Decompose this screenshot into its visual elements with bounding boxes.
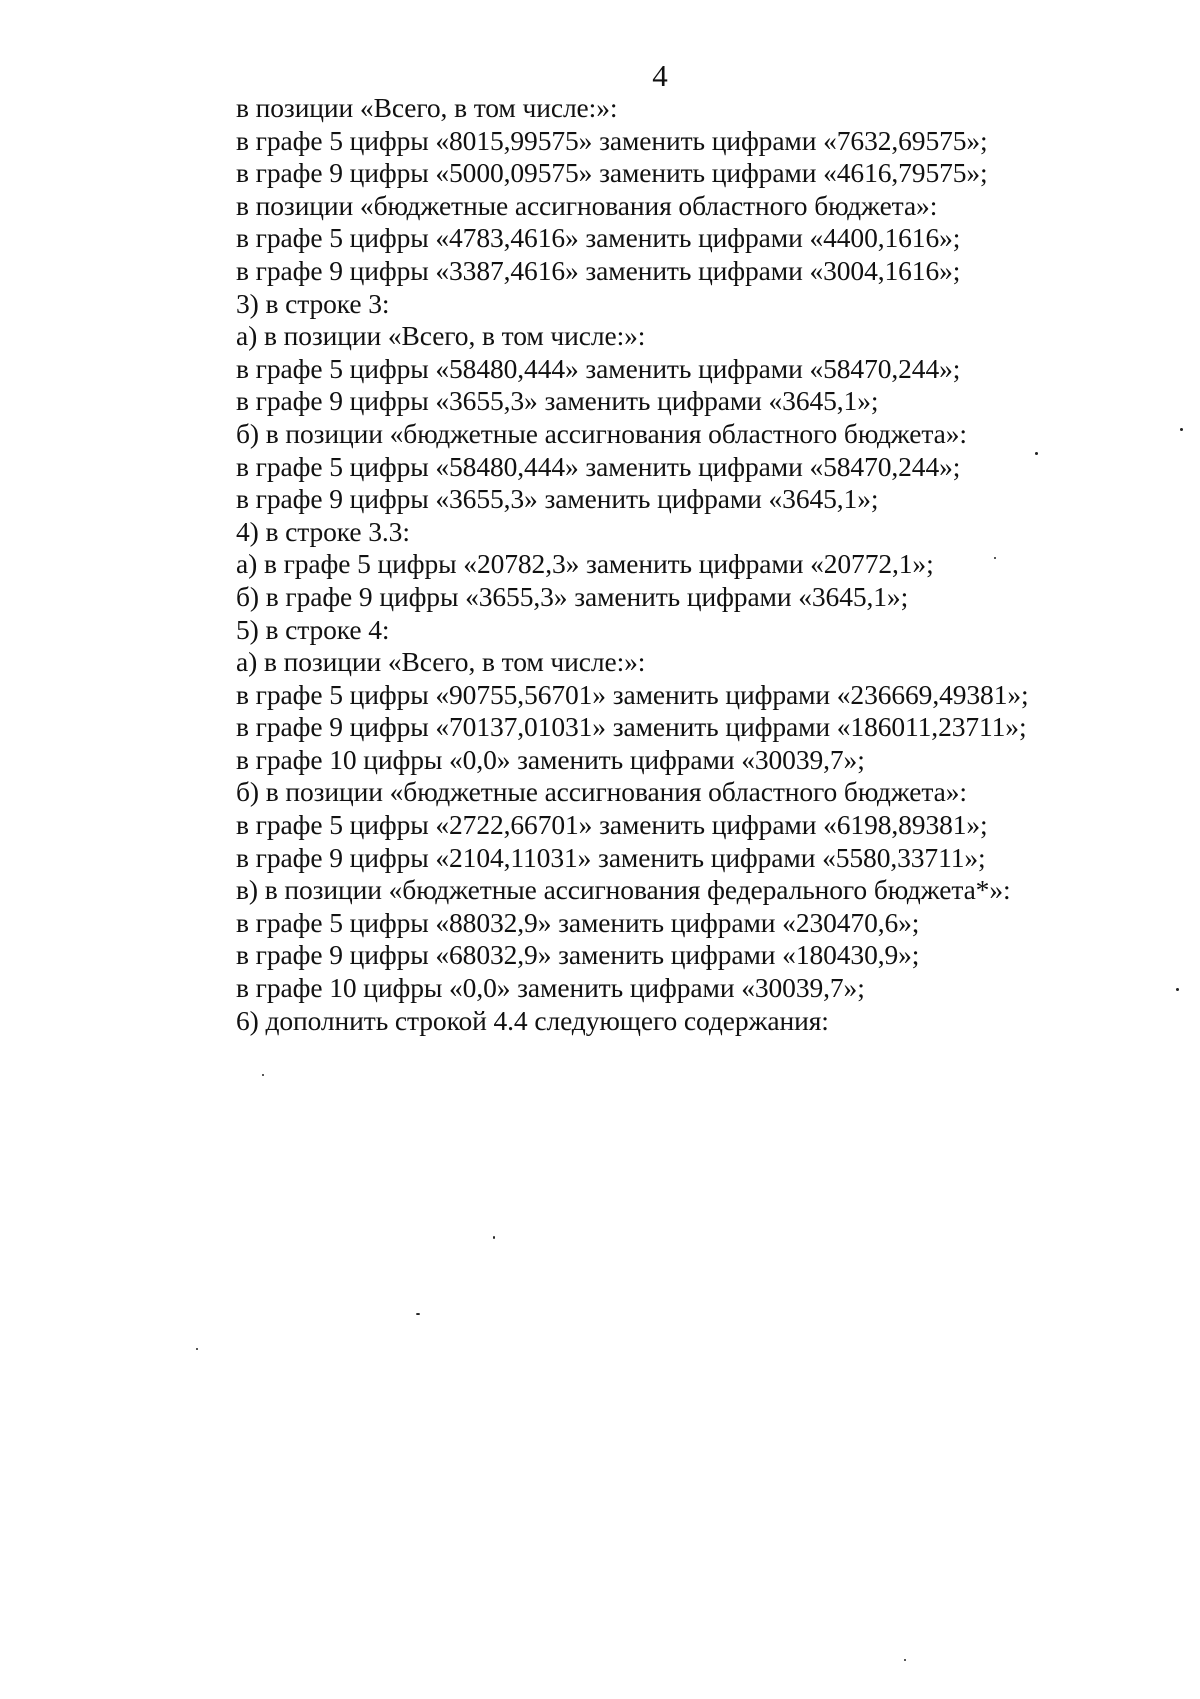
text-line: в графе 5 цифры «58480,444» заменить цифрами «58470,244»; [236, 352, 961, 384]
page-number: 4 [652, 58, 668, 93]
scan-speck [994, 557, 996, 559]
text-line: в графе 5 цифры «58480,444» заменить цифрами «58470,244»; [236, 450, 961, 482]
text-line: в графе 9 цифры «5000,09575» заменить цифрами «4616,79575»; [236, 157, 988, 189]
text-line: в графе 5 цифры «2722,66701» заменить цифрами «6198,89381»; [236, 809, 988, 841]
text-line: а) в графе 5 цифры «20782,3» заменить цифрами «20772,1»; [236, 548, 934, 580]
text-line: 3) в строке 3: [236, 287, 390, 319]
scan-speck [1180, 428, 1183, 431]
text-line: б) в графе 9 цифры «3655,3» заменить цифрами «3645,1»; [236, 580, 909, 612]
text-line: в графе 5 цифры «4783,4616» заменить цифрами «4400,1616»; [236, 222, 961, 254]
scan-speck [904, 1659, 906, 1661]
text-line: в графе 5 цифры «8015,99575» заменить цифрами «7632,69575»; [236, 124, 988, 156]
text-line: в графе 9 цифры «3655,3» заменить цифрами «3645,1»; [236, 483, 879, 515]
text-line: в графе 5 цифры «90755,56701» заменить цифрами «236669,49381»; [236, 678, 1029, 710]
scan-speck [196, 1348, 198, 1350]
text-line: в графе 9 цифры «68032,9» заменить цифрами «180430,9»; [236, 939, 920, 971]
text-line: в графе 9 цифры «3387,4616» заменить цифрами «3004,1616»; [236, 254, 961, 286]
scan-speck [416, 1313, 420, 1315]
text-line: в графе 10 цифры «0,0» заменить цифрами «30039,7»; [236, 972, 865, 1004]
text-line: б) в позиции «бюджетные ассигнования областного бюджета»: [236, 776, 967, 808]
scan-speck [1035, 452, 1038, 455]
text-line: в графе 9 цифры «3655,3» заменить цифрами «3645,1»; [236, 385, 879, 417]
text-line: 5) в строке 4: [236, 613, 390, 645]
scan-speck [1176, 988, 1179, 991]
text-line: в графе 5 цифры «88032,9» заменить цифрами «230470,6»; [236, 906, 920, 938]
text-line: в графе 9 цифры «70137,01031» заменить цифрами «186011,23711»; [236, 711, 1027, 743]
text-line: в графе 9 цифры «2104,11031» заменить цифрами «5580,33711»; [236, 841, 986, 873]
text-line: в графе 10 цифры «0,0» заменить цифрами «30039,7»; [236, 743, 865, 775]
amendment-text [236, 92, 1136, 1037]
text-line: в) в позиции «бюджетные ассигнования федерального бюджета*»: [236, 874, 1011, 906]
text-line: 6) дополнить строкой 4.4 следующего содержания: [236, 1004, 829, 1036]
scan-speck [262, 1074, 264, 1076]
scan-speck [493, 1236, 495, 1239]
text-line: б) в позиции «бюджетные ассигнования областного бюджета»: [236, 417, 967, 449]
text-line: а) в позиции «Всего, в том числе:»: [236, 646, 646, 678]
text-line: 4) в строке 3.3: [236, 515, 410, 547]
text-line: в позиции «Всего, в том числе:»: [236, 92, 618, 123]
text-line: а) в позиции «Всего, в том числе:»: [236, 320, 646, 352]
text-line: в позиции «бюджетные ассигнования областного бюджета»: [236, 189, 938, 221]
